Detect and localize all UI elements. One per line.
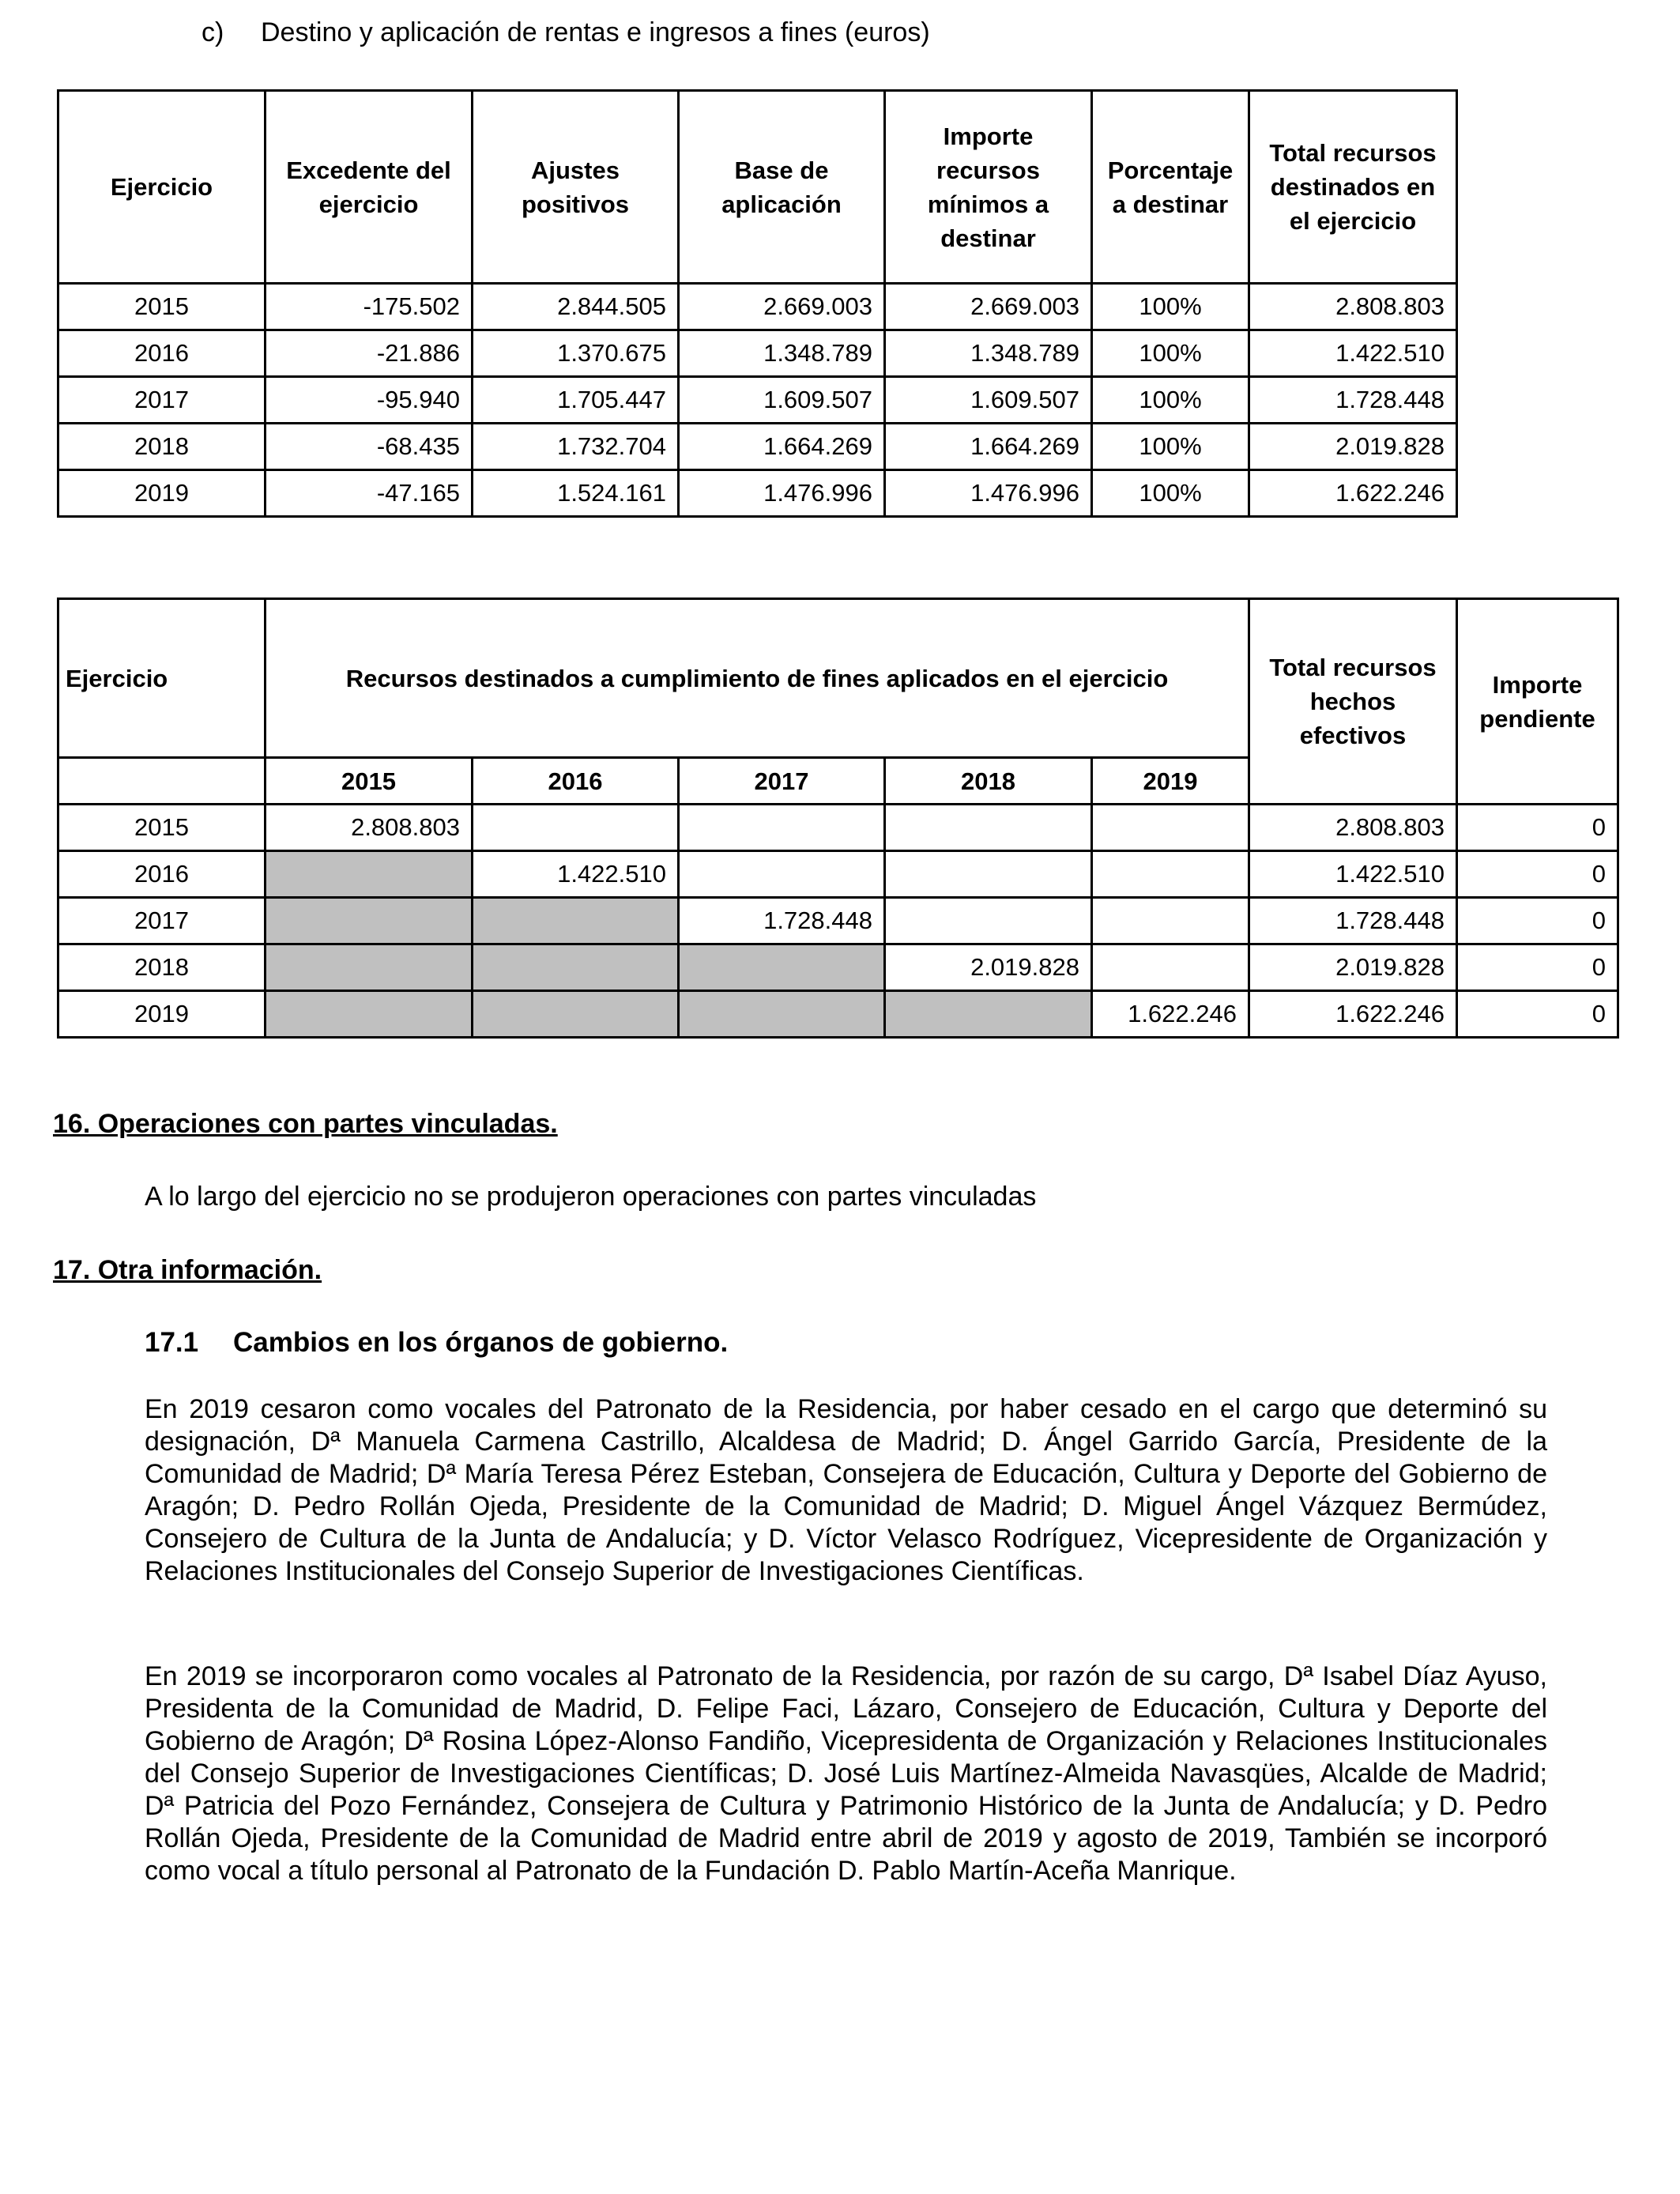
cell-year: 2015: [58, 805, 266, 851]
cell-importe-minimo: 1.664.269: [885, 424, 1092, 470]
cell-year: 2017: [58, 898, 266, 944]
cell-total-destinado: 2.808.803: [1249, 284, 1457, 330]
cell-aplicado: [679, 805, 885, 851]
section-17-heading: 17. Otra información.: [53, 1255, 322, 1285]
cell-aplicado: [885, 805, 1092, 851]
cell-year: 2015: [58, 284, 266, 330]
cell-shaded: [266, 898, 473, 944]
cell-excedente: -175.502: [266, 284, 473, 330]
cell-pendiente: 0: [1457, 898, 1618, 944]
cell-aplicado: [1092, 944, 1249, 991]
rentas-table: [57, 89, 1458, 518]
header-porcentaje: Porcentaje a destinar: [1092, 91, 1249, 284]
cell-pendiente: 0: [1457, 805, 1618, 851]
cell-shaded: [679, 991, 885, 1038]
cell-year: 2016: [58, 851, 266, 898]
cell-total-efectivo: 1.728.448: [1249, 898, 1457, 944]
cell-shaded: [266, 851, 473, 898]
cell-pendiente: 0: [1457, 991, 1618, 1038]
cell-base: 1.476.996: [679, 470, 885, 517]
paragraph-incorporaciones: En 2019 se incorporaron como vocales al Patronato de la Residencia, por razón de su cargo, Dª Isabel Díaz Ayuso, Presidenta de la Comunidad de Madrid, D. Felipe Faci, Lázaro, Consejero de Educación, Cultura y Deporte del Gobierno de Aragón; Dª Rosina López-Alonso Fandiño, Vicepresidenta de Organización y Relaciones Institucionales del Consejo Superior de Investigaciones Científicas; D. José Luis Martínez-Almeida Navasqües, Alcalde de Madrid; Dª Patricia del Pozo Fernández, Consejera de Cultura y Patrimonio Histórico de la Junta de Andalucía; y D. Pedro Rollán Ojeda, Presidente de la Comunidad de Madrid entre abril de 2019 y agosto de 2019, También se incorporó como vocal a título personal al Patronato de la Fundación D. Pablo Martín-Aceña Manrique.: [145, 1661, 1547, 1886]
table-row: [58, 944, 1618, 991]
cell-aplicado: [1092, 805, 1249, 851]
header-total-destinado: Total recursos destinados en el ejercicio: [1249, 91, 1457, 284]
cell-pendiente: 0: [1457, 851, 1618, 898]
cell-shaded: [266, 991, 473, 1038]
subsection-number: 17.1: [145, 1327, 199, 1358]
header-year-2016: 2016: [473, 758, 679, 805]
cell-excedente: -68.435: [266, 424, 473, 470]
cell-aplicado: [1092, 898, 1249, 944]
table-row: [58, 377, 1457, 424]
cell-year: 2018: [58, 424, 266, 470]
cell-year: 2018: [58, 944, 266, 991]
cell-excedente: -21.886: [266, 330, 473, 377]
subsection-title: Cambios en los órganos de gobierno.: [233, 1327, 729, 1358]
header-importe-minimo: Importe recursos mínimos a destinar: [885, 91, 1092, 284]
cell-total-destinado: 2.019.828: [1249, 424, 1457, 470]
cell-ajustes: 1.732.704: [473, 424, 679, 470]
cell-aplicado: 1.422.510: [473, 851, 679, 898]
table-row: [58, 851, 1618, 898]
cell-year: 2019: [58, 991, 266, 1038]
cell-shaded: [473, 898, 679, 944]
cell-ajustes: 1.705.447: [473, 377, 679, 424]
cell-porcentaje: 100%: [1092, 284, 1249, 330]
caption-label: c): [202, 17, 224, 47]
cell-aplicado: [473, 805, 679, 851]
header-blank: [58, 758, 266, 805]
cell-importe-minimo: 2.669.003: [885, 284, 1092, 330]
cell-base: 1.609.507: [679, 377, 885, 424]
cell-total-efectivo: 1.622.246: [1249, 991, 1457, 1038]
table-row: [58, 284, 1457, 330]
header-year-2015: 2015: [266, 758, 473, 805]
cell-porcentaje: 100%: [1092, 424, 1249, 470]
cell-porcentaje: 100%: [1092, 377, 1249, 424]
header-ajustes: Ajustes positivos: [473, 91, 679, 284]
cell-total-efectivo: 2.808.803: [1249, 805, 1457, 851]
cell-aplicado: [1092, 851, 1249, 898]
cell-importe-minimo: 1.476.996: [885, 470, 1092, 517]
fines-aplicados-table: [57, 598, 1619, 1039]
cell-shaded: [266, 944, 473, 991]
header-importe-pendiente: Importe pendiente: [1457, 599, 1618, 805]
cell-porcentaje: 100%: [1092, 470, 1249, 517]
table-row: [58, 898, 1618, 944]
cell-total-efectivo: 1.422.510: [1249, 851, 1457, 898]
cell-year: 2016: [58, 330, 266, 377]
header-total-efectivos: Total recursos hechos efectivos: [1249, 599, 1457, 805]
paragraph-ceses: En 2019 cesaron como vocales del Patronato de la Residencia, por haber cesado en el cargo que determinó su designación, Dª Manuela Carmena Castrillo, Alcaldesa de Madrid; D. Ángel Garrido García, Presidente de la Comunidad de Madrid; Dª María Teresa Pérez Esteban, Consejera de Educación, Cultura y Deporte del Gobierno de Aragón; D. Pedro Rollán Ojeda, Presidente de la Comunidad de Madrid; D. Miguel Ángel Vázquez Bermúdez, Consejero de Cultura de la Junta de Andalucía; y D. Víctor Velasco Rodríguez, Vicepresidente de Organización y Relaciones Institucionales del Consejo Superior de Investigaciones Científicas.: [145, 1394, 1547, 1586]
section-16-heading: 16. Operaciones con partes vinculadas.: [53, 1109, 558, 1139]
subsection-17-1-heading: [145, 1327, 728, 1359]
cell-aplicado: 1.728.448: [679, 898, 885, 944]
cell-base: 1.664.269: [679, 424, 885, 470]
cell-aplicado: [885, 851, 1092, 898]
table-row: [58, 330, 1457, 377]
cell-ajustes: 2.844.505: [473, 284, 679, 330]
header-ejercicio: Ejercicio: [58, 91, 266, 284]
table-header-row: [58, 91, 1457, 284]
cell-aplicado: 2.019.828: [885, 944, 1092, 991]
header-year-2017: 2017: [679, 758, 885, 805]
cell-shaded: [885, 991, 1092, 1038]
cell-excedente: -47.165: [266, 470, 473, 517]
cell-shaded: [473, 991, 679, 1038]
cell-base: 1.348.789: [679, 330, 885, 377]
cell-pendiente: 0: [1457, 944, 1618, 991]
cell-total-destinado: 1.622.246: [1249, 470, 1457, 517]
cell-ajustes: 1.370.675: [473, 330, 679, 377]
header-year-2018: 2018: [885, 758, 1092, 805]
section-16-text: A lo largo del ejercicio no se produjeron operaciones con partes vinculadas: [145, 1182, 1037, 1212]
header-recursos-aplicados: Recursos destinados a cumplimiento de fines aplicados en el ejercicio: [266, 599, 1249, 758]
header-base: Base de aplicación: [679, 91, 885, 284]
cell-total-efectivo: 2.019.828: [1249, 944, 1457, 991]
cell-total-destinado: 1.728.448: [1249, 377, 1457, 424]
header-ejercicio: Ejercicio: [58, 599, 266, 758]
cell-excedente: -95.940: [266, 377, 473, 424]
table-header-row: [58, 599, 1618, 758]
cell-importe-minimo: 1.348.789: [885, 330, 1092, 377]
header-year-2019: 2019: [1092, 758, 1249, 805]
cell-shaded: [679, 944, 885, 991]
cell-ajustes: 1.524.161: [473, 470, 679, 517]
table-row: [58, 424, 1457, 470]
cell-importe-minimo: 1.609.507: [885, 377, 1092, 424]
cell-aplicado: [885, 898, 1092, 944]
caption-text: Destino y aplicación de rentas e ingresos a fines (euros): [261, 17, 930, 47]
table-row: [58, 470, 1457, 517]
cell-aplicado: 2.808.803: [266, 805, 473, 851]
table-row: [58, 805, 1618, 851]
cell-porcentaje: 100%: [1092, 330, 1249, 377]
cell-total-destinado: 1.422.510: [1249, 330, 1457, 377]
cell-aplicado: 1.622.246: [1092, 991, 1249, 1038]
header-excedente: Excedente del ejercicio: [266, 91, 473, 284]
table-caption: [202, 17, 930, 48]
cell-year: 2019: [58, 470, 266, 517]
cell-base: 2.669.003: [679, 284, 885, 330]
cell-aplicado: [679, 851, 885, 898]
table-row: [58, 991, 1618, 1038]
cell-shaded: [473, 944, 679, 991]
cell-year: 2017: [58, 377, 266, 424]
